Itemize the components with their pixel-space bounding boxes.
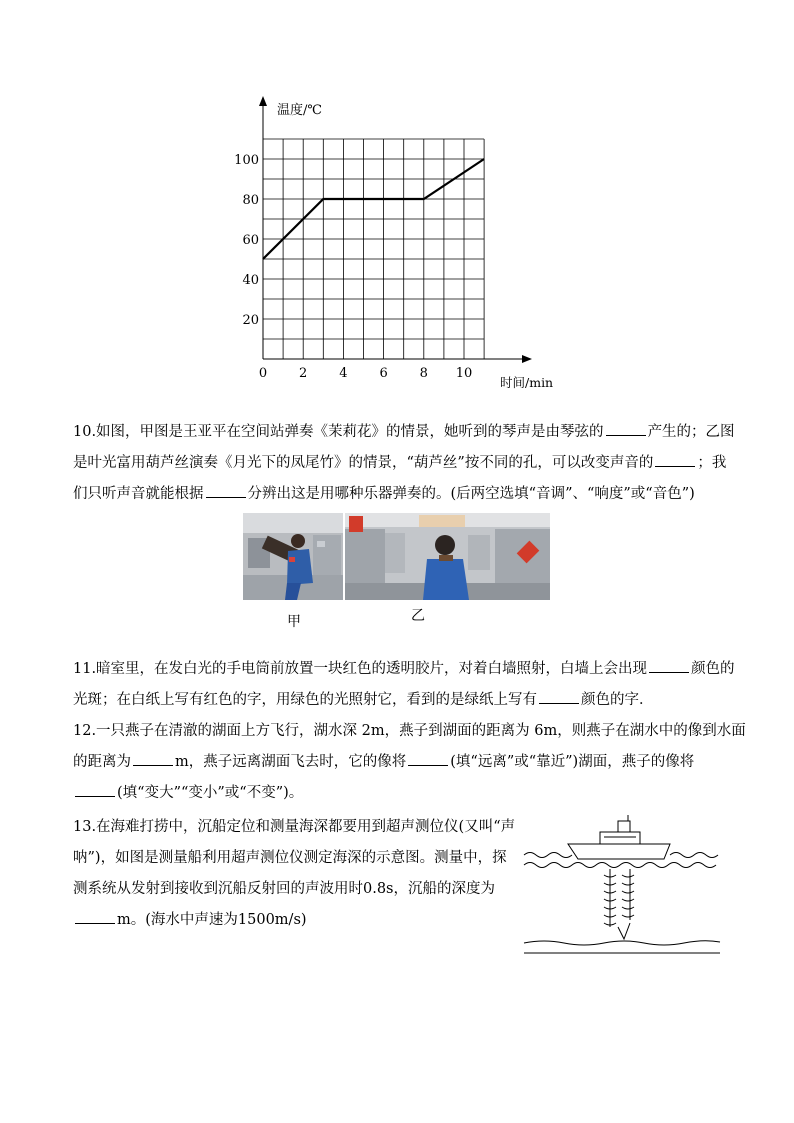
caption-jia: 甲 — [287, 614, 301, 630]
y-axis-arrow — [259, 96, 267, 106]
question-10 — [73, 417, 733, 510]
q10-blank-2[interactable] — [655, 452, 695, 467]
q11-text-2a: 光斑；在白纸上写有红色的字，用绿色的光照射它，看到的是绿纸上写有 — [73, 692, 537, 708]
chart-axes — [259, 96, 532, 363]
q12-line-2 — [73, 747, 733, 778]
q12-text-3: (填“变大”“变小”或“不变”)。 — [117, 785, 304, 801]
y-tick-label: 40 — [242, 273, 259, 288]
x-tick-label: 8 — [419, 366, 428, 381]
q10-text-1a: 10.如图，甲图是王亚平在空间站弹奏《茉莉花》的情景，她听到的琴声是由琴弦的 — [73, 424, 604, 440]
x-tick-label: 4 — [339, 366, 348, 381]
q12-line-3 — [73, 778, 733, 809]
q12-text-1: 12.一只燕子在清澈的湖面上方飞行，湖水深 2m，燕子到湖面的距离为 6m，则燕子在湖水中的像到水面 — [73, 723, 746, 739]
series-line — [263, 159, 484, 259]
photo-yi-astronaut-playing-hulusi — [345, 513, 550, 600]
sea-floor — [524, 941, 720, 945]
q11-line-1 — [73, 654, 733, 685]
question-13 — [73, 812, 516, 936]
x-tick-label: 6 — [379, 366, 388, 381]
ship-cabin — [600, 832, 640, 844]
question-12 — [73, 716, 746, 809]
x-tick-label: 0 — [258, 366, 268, 381]
q11-blank-1[interactable] — [649, 658, 689, 673]
q12-blank-2[interactable] — [408, 751, 448, 766]
q10-text-3a: 们只听声音就能根据 — [73, 486, 204, 502]
q11-blank-2[interactable] — [539, 689, 579, 704]
chart-grid — [263, 139, 484, 359]
q10-line-3 — [73, 479, 733, 510]
q13-line-4 — [73, 905, 513, 936]
q10-blank-3[interactable] — [206, 483, 246, 498]
q13-text-3: 测系统从发射到接收到沉船反射回的声波用时0.8s，沉船的深度为 — [73, 881, 495, 897]
y-tick-label: 100 — [234, 153, 259, 168]
q13-line-1 — [73, 812, 516, 843]
sea-surface — [524, 853, 718, 858]
q10-text-2a: 是叶光富用葫芦丝演奏《月光下的凤尾竹》的情景，“葫芦丝”按不同的孔，可以改变声音的 — [73, 455, 654, 471]
question-11 — [73, 654, 733, 716]
photo-jia-astronaut-playing-guzheng — [243, 513, 343, 600]
y-tick-label: 20 — [242, 313, 259, 328]
q13-text-1: 13.在海难打捞中，沉船定位和测量海深都要用到超声测位仪(又叫“声 — [73, 819, 516, 835]
caption-yi: 乙 — [411, 608, 425, 624]
sonar-waves — [604, 869, 634, 939]
x-axis-label: 时间/min — [500, 375, 554, 390]
q12-line-1 — [73, 716, 746, 747]
chart-ticks — [234, 153, 472, 381]
q12-text-2c: (填“远离”或“靠近”)湖面，燕子的像将 — [450, 754, 695, 770]
q11-text-2b: 颜色的字． — [581, 692, 654, 708]
x-tick-label: 2 — [299, 366, 308, 381]
q11-text-1a: 11.暗室里，在发白光的手电筒前放置一块红色的透明胶片，对着白墙照射，白墙上会出现 — [73, 661, 648, 677]
q13-text-4: m。(海水中声速为1500m/s) — [117, 912, 307, 928]
x-tick-label: 10 — [455, 366, 473, 381]
q13-line-3 — [73, 874, 513, 905]
q12-text-2a: 的距离为 — [73, 754, 131, 770]
y-axis-label: 温度/℃ — [277, 103, 322, 118]
q12-blank-1[interactable] — [133, 751, 173, 766]
q11-text-1b: 颜色的 — [691, 661, 735, 677]
q12-blank-3[interactable] — [75, 782, 115, 797]
q13-blank-1[interactable] — [75, 909, 115, 924]
q10-text-2b: ；我 — [697, 455, 727, 471]
chart-series — [263, 159, 484, 259]
y-tick-label: 80 — [242, 193, 259, 208]
x-axis-arrow — [522, 355, 532, 363]
temperature-time-chart — [225, 92, 565, 394]
q13-line-2 — [73, 843, 513, 874]
y-tick-label: 60 — [242, 233, 259, 248]
q10-line-2 — [73, 448, 733, 479]
sonar-ship-diagram — [520, 815, 725, 960]
q12-text-2b: m，燕子远离湖面飞去时，它的像将 — [175, 754, 407, 770]
q11-line-2 — [73, 685, 733, 716]
ship-bridge — [618, 821, 630, 832]
q10-text-3b: 分辨出这是用哪种乐器弹奏的。(后两空选填“音调”、“响度”或“音色”) — [247, 486, 695, 502]
q10-blank-1[interactable] — [606, 421, 646, 436]
q10-line-1 — [73, 417, 733, 448]
q10-text-1b: 产生的；乙图 — [647, 424, 735, 440]
ship-hull — [568, 844, 670, 859]
q13-text-2: 呐”)，如图是测量船利用超声测位仪测定海深的示意图。测量中，探 — [73, 850, 507, 866]
